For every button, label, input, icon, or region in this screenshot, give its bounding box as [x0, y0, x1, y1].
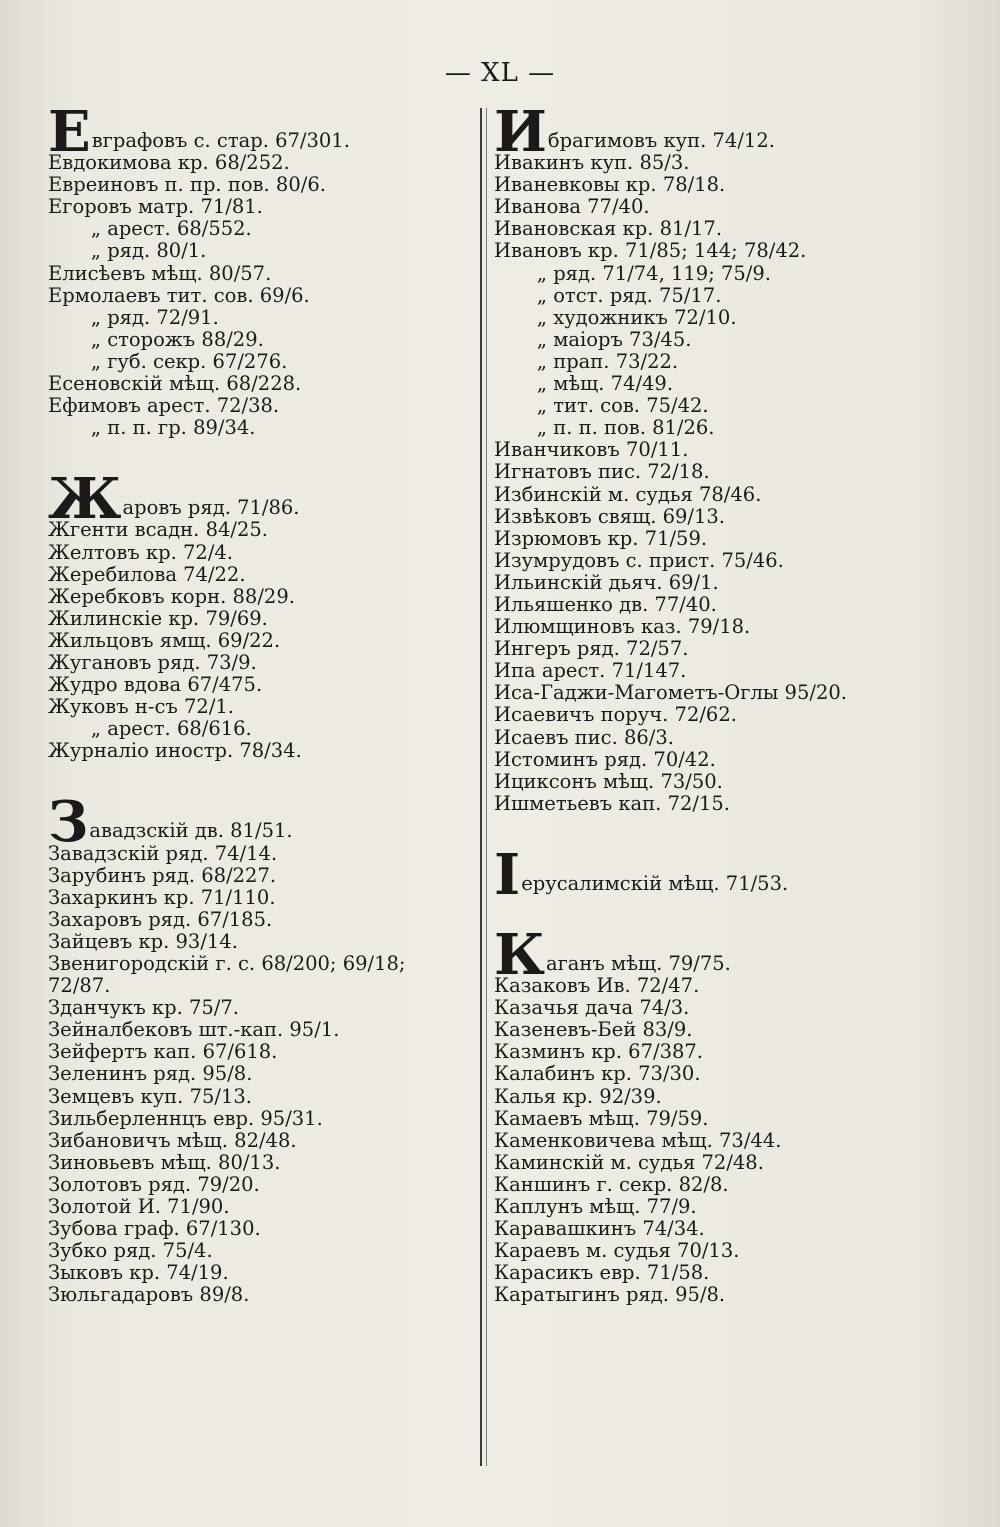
index-entry: [494, 682, 974, 704]
entry-text: „ ряд. 71/74, 119; 75/9.: [536, 261, 771, 285]
index-entry: [494, 263, 974, 285]
entry-text: Жеребковъ корн. 88/29.: [48, 584, 295, 608]
entry-text: Евреиновъ п. пр. пов. 80/6.: [48, 173, 326, 197]
index-entry: [494, 174, 974, 196]
entry-text: брагимовъ куп. 74/12.: [547, 129, 775, 152]
entry-text: Каплунъ мѣщ. 77/9.: [494, 1195, 697, 1219]
entry-text: Елисѣевъ мѣщ. 80/57.: [48, 261, 272, 285]
index-entry: [48, 1063, 468, 1085]
entry-text: Ефимовъ арест. 72/38.: [48, 394, 280, 418]
index-entry: [494, 771, 974, 793]
entry-text: Золотой И. 71/90.: [48, 1195, 230, 1219]
index-entry: [494, 572, 974, 594]
index-entry: [48, 909, 468, 931]
index-entry: [48, 953, 468, 975]
index-entry: [48, 931, 468, 953]
index-entry: [48, 351, 468, 373]
index-entry: [494, 395, 974, 417]
index-entry: [494, 506, 974, 528]
index-entry: [48, 1218, 468, 1240]
entry-text: Ивановъ кр. 71/85; 144; 78/42.: [494, 239, 807, 263]
index-entry: [48, 1240, 468, 1262]
index-entry: [494, 1086, 974, 1108]
entry-text: Журналіо иностр. 78/34.: [48, 739, 302, 763]
index-entry: [494, 1063, 974, 1085]
index-entry: [494, 704, 974, 726]
index-entry: [48, 740, 468, 762]
index-entry: [48, 674, 468, 696]
entry-text: Желтовъ кр. 72/4.: [48, 540, 234, 564]
entry-text: „ ряд. 80/1.: [90, 239, 207, 263]
index-entry: [494, 528, 974, 550]
entry-text: Илюмщиновъ каз. 79/18.: [494, 615, 751, 639]
entry-text: Караевъ м. судья 70/13.: [494, 1239, 740, 1263]
section-initial-letter: З: [48, 789, 89, 856]
index-entry: [494, 616, 974, 638]
entry-text: Зюльгадаровъ 89/8.: [48, 1283, 250, 1307]
index-entry: [494, 1130, 974, 1152]
entry-text: Казеневъ-Бей 83/9.: [494, 1018, 693, 1042]
index-entry: [494, 1284, 974, 1306]
index-entry: [48, 1041, 468, 1063]
entry-text: Есеновскій мѣщ. 68/228.: [48, 372, 302, 396]
entry-text: Карасикъ евр. 71/58.: [494, 1261, 710, 1285]
page-number: — XL —: [444, 58, 556, 88]
index-entry: [494, 1262, 974, 1284]
entry-text: Евдокимова кр. 68/252.: [48, 151, 290, 175]
index-entry: [48, 417, 468, 439]
index-entry: [48, 240, 468, 262]
index-entry: [494, 749, 974, 771]
right-column: [494, 99, 974, 1307]
index-entry: [48, 1174, 468, 1196]
entry-text: „ сторожъ 88/29.: [90, 327, 264, 351]
entry-text: Жильцовъ ямщ. 69/22.: [48, 628, 281, 652]
entry-text: Каратыгинъ ряд. 95/8.: [494, 1283, 726, 1307]
index-entry: [494, 1174, 974, 1196]
index-entry: [48, 1086, 468, 1108]
entry-text: Калабинъ кр. 73/30.: [494, 1062, 701, 1086]
entry-text: Иванчиковъ 70/11.: [494, 438, 689, 462]
index-entry: [48, 196, 468, 218]
entry-text: Зильберленнцъ евр. 95/31.: [48, 1106, 323, 1130]
entry-text: Жеребилова 74/22.: [48, 562, 246, 586]
index-entry: [494, 727, 974, 749]
index-entry: [48, 1108, 468, 1130]
entry-text: Зибановичъ мѣщ. 82/48.: [48, 1128, 297, 1152]
index-entry: [48, 586, 468, 608]
entry-text: Ипа арест. 71/147.: [494, 659, 687, 683]
section-initial-letter: І: [494, 841, 521, 908]
entry-text: Ивановская кр. 81/17.: [494, 217, 723, 241]
entry-text: Ермолаевъ тит. сов. 69/6.: [48, 283, 310, 307]
index-entry: [48, 307, 468, 329]
index-entry: [48, 887, 468, 909]
index-entry: [48, 1130, 468, 1152]
entry-text: ерусалимскій мѣщ. 71/53.: [521, 871, 789, 895]
index-entry: [48, 696, 468, 718]
index-entry: [48, 652, 468, 674]
entry-text: Зиновьевъ мѣщ. 80/13.: [48, 1150, 281, 1174]
entry-text: Извѣковъ свящ. 69/13.: [494, 504, 726, 528]
entry-text: „ ряд. 72/91.: [90, 305, 219, 329]
index-entry: [48, 263, 468, 285]
index-entry: [48, 865, 468, 887]
index-entry: [48, 218, 468, 240]
index-entry: [48, 608, 468, 630]
section-initial-letter: И: [494, 99, 547, 165]
entry-text: Ильинскій дьяч. 69/1.: [494, 570, 719, 594]
entry-text: Жудро вдова 67/475.: [48, 673, 263, 697]
entry-text: „ п. п. гр. 89/34.: [90, 416, 256, 440]
entry-text: 72/87.: [48, 974, 111, 998]
entry-text: Казачья дача 74/3.: [494, 996, 690, 1020]
section-initial-letter: Е: [48, 99, 91, 165]
entry-text: Жугановъ ряд. 73/9.: [48, 650, 257, 674]
index-entry: [494, 240, 974, 262]
index-entry: [494, 997, 974, 1019]
index-entry: [494, 285, 974, 307]
index-entry: [48, 174, 468, 196]
entry-text: Захаровъ ряд. 67/185.: [48, 907, 273, 931]
index-entry: [494, 638, 974, 660]
section-initial-letter: Ж: [48, 466, 122, 533]
entry-text: Жуковъ н-съ 72/1.: [48, 695, 234, 719]
entry-text: Зарубинъ ряд. 68/227.: [48, 863, 277, 887]
entry-text: Каменковичева мѣщ. 73/44.: [494, 1128, 782, 1152]
entry-text: Ингеръ ряд. 72/57.: [494, 637, 689, 661]
column-divider-thin: [486, 108, 487, 1466]
index-entry: [494, 152, 974, 174]
index-entry: [48, 1284, 468, 1306]
entry-text: Зейфертъ кап. 67/618.: [48, 1040, 278, 1064]
entry-text: Каншинъ г. секр. 82/8.: [494, 1172, 729, 1196]
section-gap: [48, 762, 468, 802]
index-entry: [494, 1218, 974, 1240]
entry-text: „ художникъ 72/10.: [536, 305, 737, 329]
index-entry: [494, 351, 974, 373]
entry-text: „ мѣщ. 74/49.: [536, 372, 674, 396]
entry-text: Каравашкинъ 74/34.: [494, 1217, 705, 1241]
index-entry: [48, 152, 468, 174]
entry-text: „ арест. 68/552.: [90, 217, 252, 241]
index-entry: [494, 196, 974, 218]
index-entry: [494, 461, 974, 483]
entry-text: Ивакинъ куп. 85/3.: [494, 151, 690, 175]
index-entry: [494, 417, 974, 439]
entry-text: „ отст. ряд. 75/17.: [536, 283, 722, 307]
entry-text: Земцевъ куп. 75/13.: [48, 1084, 252, 1108]
index-entry: [494, 329, 974, 351]
index-entry: [48, 285, 468, 307]
index-entry: [494, 975, 974, 997]
entry-text: Золотовъ ряд. 79/20.: [48, 1172, 260, 1196]
entry-text: Звенигородскій г. с. 68/200; 69/18;: [48, 952, 406, 975]
index-entry: [494, 1152, 974, 1174]
entry-text: Ициксонъ мѣщ. 73/50.: [494, 769, 723, 793]
section-first-entry: [494, 841, 974, 908]
index-entry: [494, 1196, 974, 1218]
entry-text: Иваневковы кр. 78/18.: [494, 173, 726, 197]
section-gap: [494, 815, 974, 855]
index-entry: [494, 1240, 974, 1262]
entry-text: „ арест. 68/616.: [90, 717, 252, 741]
index-entry: [48, 373, 468, 395]
entry-text: Зданчукъ кр. 75/7.: [48, 996, 239, 1020]
index-entry: [48, 542, 468, 564]
entry-text: аровъ ряд. 71/86.: [122, 496, 300, 520]
entry-text: Иванова 77/40.: [494, 195, 650, 219]
entry-text: Изрюмовъ кр. 71/59.: [494, 526, 708, 550]
entry-text: авадзскій дв. 81/51.: [89, 819, 293, 843]
entry-text: „ маіоръ 73/45.: [536, 327, 692, 351]
index-entry: [48, 630, 468, 652]
section-gap: [494, 895, 974, 935]
index-entry: [494, 484, 974, 506]
index-entry: [48, 395, 468, 417]
index-entry: [494, 218, 974, 240]
entry-text: Избинскій м. судья 78/46.: [494, 482, 762, 506]
entry-text: Казминъ кр. 67/387.: [494, 1040, 703, 1064]
entry-text: Каминскій м. судья 72/48.: [494, 1150, 764, 1174]
entry-text: Жилинскіе кр. 79/69.: [48, 606, 268, 630]
entry-text: Зеленинъ ряд. 95/8.: [48, 1062, 253, 1086]
index-entry: [48, 519, 468, 541]
index-entry: [494, 373, 974, 395]
entry-text: Зубко ряд. 75/4.: [48, 1239, 213, 1263]
index-entry: [48, 1196, 468, 1218]
index-entry: [48, 997, 468, 1019]
entry-text: Иса-Гаджи-Магометъ-Оглы 95/20.: [494, 681, 847, 705]
index-entry: [48, 1262, 468, 1284]
index-entry: [494, 793, 974, 815]
entry-text: Зубова граф. 67/130.: [48, 1217, 261, 1241]
index-entry: [48, 1152, 468, 1174]
entry-text: Исаевъ пис. 86/3.: [494, 725, 674, 749]
entry-text: аганъ мѣщ. 79/75.: [545, 952, 731, 975]
index-entry: [494, 1041, 974, 1063]
entry-text: Захаркинъ кр. 71/110.: [48, 885, 276, 909]
entry-text: Камаевъ мѣщ. 79/59.: [494, 1106, 709, 1130]
entry-text: Исаевичъ поруч. 72/62.: [494, 703, 737, 727]
entry-text: Ильяшенко дв. 77/40.: [494, 592, 717, 616]
entry-text: „ тит. сов. 75/42.: [536, 394, 709, 418]
entry-text: Егоровъ матр. 71/81.: [48, 195, 263, 219]
entry-text: Завадзскій ряд. 74/14.: [48, 841, 278, 865]
index-entry: [494, 550, 974, 572]
index-entry: [48, 1019, 468, 1041]
entry-text: „ прап. 73/22.: [536, 349, 679, 373]
section-initial-letter: К: [494, 922, 545, 988]
index-entry: [48, 718, 468, 740]
index-entry: [48, 564, 468, 586]
entry-text: „ губ. секр. 67/276.: [90, 349, 288, 373]
entry-text: Изумрудовъ с. прист. 75/46.: [494, 548, 784, 572]
column-divider: [480, 108, 482, 1466]
entry-text: Казаковъ Ив. 72/47.: [494, 974, 700, 998]
index-entry: [494, 1019, 974, 1041]
index-entry: [494, 307, 974, 329]
entry-text: „ п. п. пов. 81/26.: [536, 416, 715, 440]
index-entry: [494, 660, 974, 682]
index-entry: [494, 1108, 974, 1130]
entry-text: Зейналбековъ шт.-кап. 95/1.: [48, 1018, 340, 1042]
entry-text: вграфовъ с. стар. 67/301.: [91, 129, 350, 152]
index-entry: [48, 843, 468, 865]
left-column: [48, 99, 468, 1307]
index-entry: [48, 975, 468, 997]
index-entry: [494, 439, 974, 461]
entry-text: Жгенти всадн. 84/25.: [48, 518, 268, 542]
entry-text: Калья кр. 92/39.: [494, 1084, 662, 1108]
entry-text: Игнатовъ пис. 72/18.: [494, 460, 710, 484]
entry-text: Истоминъ ряд. 70/42.: [494, 747, 716, 771]
index-entry: [48, 329, 468, 351]
entry-text: Зыковъ кр. 74/19.: [48, 1261, 229, 1285]
entry-text: Ишметьевъ кап. 72/15.: [494, 791, 730, 815]
index-entry: [494, 594, 974, 616]
entry-text: Зайцевъ кр. 93/14.: [48, 929, 238, 953]
